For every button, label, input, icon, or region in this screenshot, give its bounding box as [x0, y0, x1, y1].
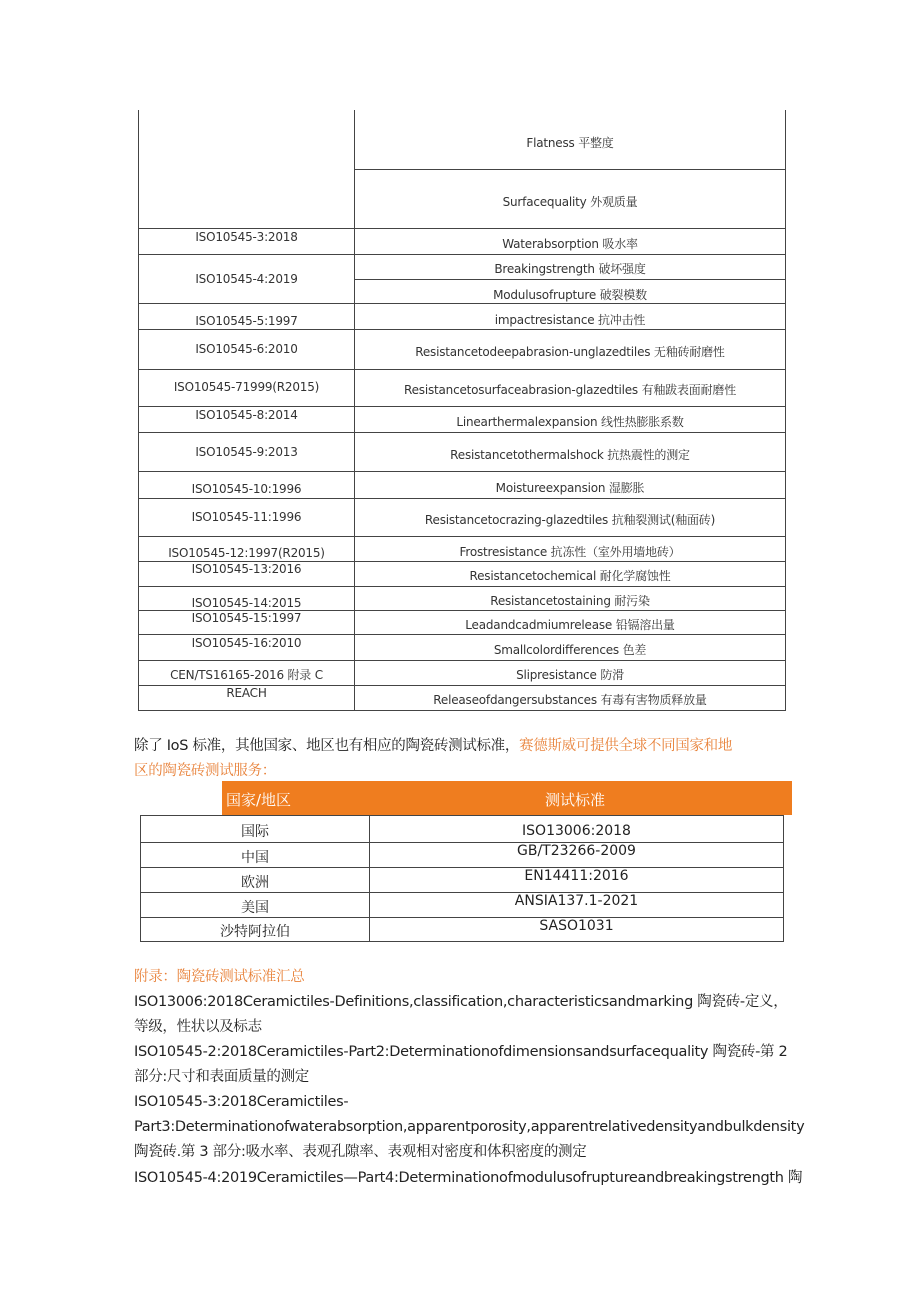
intro-text: 除了 IoS 标准，其他国家、地区也有相应的陶瓷砖测试标准，	[134, 738, 520, 754]
region-cell: 沙特阿拉伯	[220, 924, 290, 940]
intro-paragraph	[134, 734, 786, 759]
row-line	[354, 169, 786, 170]
table-border-bottom	[140, 941, 784, 942]
intro-highlight-line2: 区的陶瓷砖测试服务：	[134, 763, 276, 779]
item-cell: Resistancetochemical 耐化学腐蚀性	[469, 569, 671, 583]
item-cell: Smallcolordifferences 色差	[493, 643, 647, 657]
standard-cell: ISO13006:2018	[522, 823, 631, 839]
appendix-line: Part3:Determinationofwaterabsorption,apparentporosity,apparentrelativedensityandbulkdensity	[134, 1119, 805, 1135]
item-cell: Resistancetostaining 耐污染	[490, 594, 650, 608]
standard-cell: SASO1031	[539, 918, 614, 934]
item-cell: Waterabsorption 吸水率	[502, 237, 638, 251]
standard-cell: EN14411:2016	[524, 868, 629, 884]
appendix-line: ISO10545-3:2018Ceramictiles-	[134, 1094, 349, 1110]
row-line	[138, 634, 786, 635]
row-line	[138, 536, 786, 537]
standard-cell: ISO10545-6:2010	[195, 342, 298, 356]
standard-cell: ISO10545-11:1996	[191, 510, 302, 524]
row-line	[138, 432, 786, 433]
region-cell: 国际	[241, 824, 269, 840]
standard-cell: ISO10545-13:2016	[191, 562, 302, 576]
region-cell: 欧洲	[241, 875, 269, 891]
item-cell: Breakingstrength 破坏强度	[494, 262, 646, 276]
standard-cell: ISO10545-12:1997(R2015)	[168, 546, 325, 560]
row-line	[138, 254, 786, 255]
appendix-line: ISO10545-2:2018Ceramictiles-Part2:Determinationofdimensionsandsurfacequality 陶瓷砖-第 2	[134, 1044, 788, 1060]
item-cell: Surfacequality 外观质量	[502, 195, 638, 209]
row-line	[138, 228, 786, 229]
item-cell: Moistureexpansion 湿膨胀	[495, 481, 645, 495]
row-line	[140, 815, 784, 816]
appendix-line: 部分:尺寸和表面质量的测定	[134, 1069, 309, 1085]
item-cell: Modulusofrupture 破裂模数	[493, 288, 647, 302]
row-line	[138, 303, 786, 304]
standard-cell: ISO10545-10:1996	[191, 482, 302, 496]
standard-cell: REACH	[226, 686, 267, 700]
standard-cell: ISO10545-8:2014	[195, 408, 298, 422]
standard-cell: CEN/TS16165-2016 附录 C	[170, 668, 323, 682]
standard-cell: ISO10545-9:2013	[195, 445, 298, 459]
table-border-right	[785, 110, 786, 711]
row-line	[138, 586, 786, 587]
appendix-line: 陶瓷砖.第 3 部分:吸水率、表观孔隙率、表观相对密度和体积密度的测定	[134, 1144, 587, 1160]
intro-highlight: 赛德斯威可提供全球不同国家和地	[519, 738, 733, 754]
table-border-bottom	[138, 710, 786, 711]
item-cell: Frostresistance 抗冻性（室外用墙地砖）	[459, 545, 681, 559]
item-cell: Resistancetosurfaceabrasion-glazedtiles 有釉跋表面耐磨性	[403, 383, 736, 397]
item-cell: Linearthermalexpansion 线性热膨胀系数	[456, 415, 684, 429]
appendix-line: ISO10545-4:2019Ceramictiles—Part4:Determinationofmodulusofruptureandbreakingstrength 陶	[134, 1170, 803, 1186]
item-cell: Resistancetothermalshock 抗热震性的测定	[450, 448, 690, 462]
header-standard: 测试标准	[544, 791, 605, 809]
region-cell: 中国	[241, 850, 269, 866]
row-line	[138, 498, 786, 499]
standard-cell: ANSIA137.1-2021	[514, 893, 639, 909]
row-line	[138, 406, 786, 407]
item-cell: Resistancetodeepabrasion-unglazedtiles 无釉砖耐磨性	[415, 345, 725, 359]
appendix-line: 等级，性状以及标志	[134, 1019, 262, 1035]
standard-cell: ISO10545-71999(R2015)	[173, 380, 320, 394]
item-cell: Flatness 平整度	[526, 136, 614, 150]
appendix-title: 附录：陶瓷砖测试标准汇总	[134, 969, 305, 985]
item-cell: Leadandcadmiumrelease 铅镉溶出量	[465, 618, 675, 632]
standard-cell: ISO10545-15:1997	[191, 611, 302, 625]
item-cell: impactresistance 抗冲击性	[494, 313, 646, 327]
standard-cell: ISO10545-4:2019	[195, 272, 298, 286]
standard-cell: ISO10545-16:2010	[191, 636, 302, 650]
standard-cell: ISO10545-5:1997	[195, 314, 298, 328]
row-line	[138, 329, 786, 330]
item-cell: Slipresistance 防滑	[516, 668, 624, 682]
item-cell: Releaseofdangersubstances 有毒有害物质释放量	[433, 693, 707, 707]
standard-cell: ISO10545-14:2015	[191, 596, 302, 610]
standard-cell: GB/T23266-2009	[517, 843, 636, 859]
standard-cell: ISO10545-3:2018	[195, 230, 298, 244]
row-line	[138, 660, 786, 661]
row-line	[138, 471, 786, 472]
region-cell: 美国	[241, 900, 269, 916]
item-cell: Resistancetocrazing-glazedtiles 抗釉裂测试(釉面砖)	[424, 513, 716, 527]
header-region: 国家/地区	[226, 791, 292, 809]
appendix-line: ISO13006:2018Ceramictiles-Definitions,classification,characteristicsandmarking 陶瓷砖-定义，	[134, 994, 788, 1010]
table-border-right	[783, 815, 784, 942]
row-line	[138, 369, 786, 370]
row-line	[354, 279, 786, 280]
